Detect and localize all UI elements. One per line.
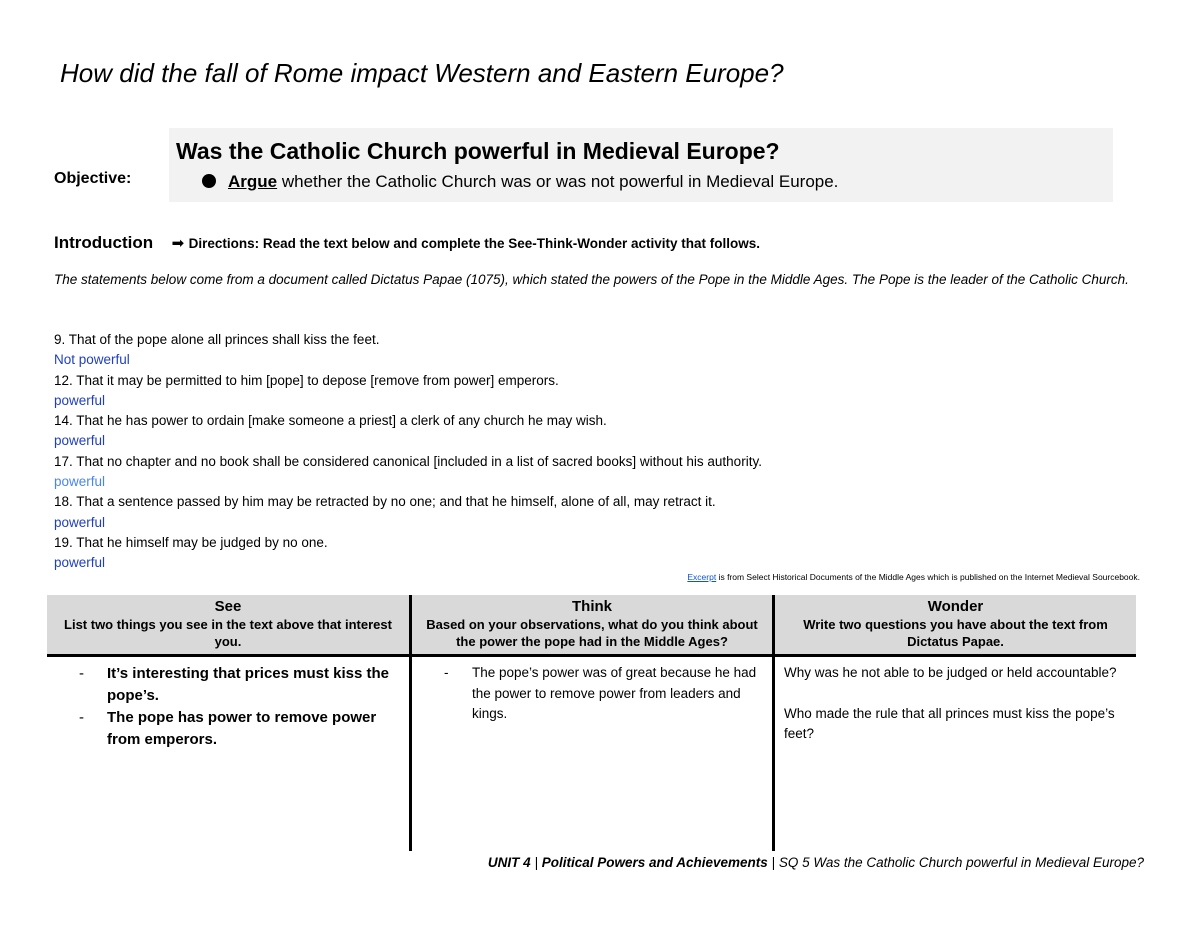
statement: 14. That he has power to ordain [make someone a priest] a clerk of any church he may wish. [54, 413, 607, 429]
statement: 9. That of the pope alone all princes shall kiss the feet. [54, 332, 380, 347]
introduction-heading-row [54, 233, 760, 253]
see-think-wonder-table [47, 595, 1136, 851]
statement-answer: powerful [54, 474, 106, 490]
citation-text: is from Select Historical Documents of the Middle Ages which is published on the Internet Medieval Sourcebook. [716, 572, 1140, 582]
think-header [412, 595, 772, 655]
introduction-context: The statements below come from a document called Dictatus Papae (1075), which stated the powers of the Pope in the Middle Ages. The Pope is the leader of the Catholic Church. [54, 272, 1129, 287]
see-response[interactable]: - The pope has power to remove power from emperors. [79, 707, 399, 751]
footer-topic: Political Powers and Achievements [541, 855, 768, 870]
statements-list [54, 330, 1154, 574]
wonder-header [775, 595, 1136, 655]
statement-answer: powerful [54, 555, 106, 571]
column-divider [772, 595, 775, 851]
statement: 19. That he himself may be judged by no one. [54, 534, 328, 550]
wonder-responses [775, 663, 1136, 745]
statement: 12. That it may be permitted to him [pope] to depose [remove from power] emperors. [54, 372, 559, 388]
wonder-title: Wonder [927, 598, 984, 615]
see-responses [47, 663, 409, 751]
statement: 18. That a sentence passed by him may be retracted by no one; and that he himself, alone of all, may retract it. [54, 494, 716, 510]
wonder-response[interactable]: Why was he not able to be judged or held accountable? [784, 665, 1117, 680]
column-divider [409, 595, 412, 851]
wonder-response[interactable]: Who made the rule that all princes must kiss the pope’s feet? [784, 705, 1115, 741]
introduction-heading: Introduction [54, 233, 154, 252]
page-footer [488, 855, 1144, 870]
footer-separator: | [767, 855, 779, 870]
think-column [412, 595, 772, 851]
statement-answer: powerful [54, 433, 106, 449]
supporting-question: Was the Catholic Church powerful in Medieval Europe? [176, 138, 780, 164]
main-question: How did the fall of Rome impact Western and Eastern Europe? [60, 58, 784, 88]
objective-bullet [202, 172, 838, 192]
statement-answer: Not powerful [54, 352, 130, 368]
directions: Directions: Read the text below and complete the See-Think-Wonder activity that follows. [188, 236, 760, 251]
see-header [47, 595, 409, 655]
wonder-column [775, 595, 1136, 851]
see-instructions: List two things you see in the text above that interest you. [64, 617, 392, 649]
footer-separator: | [530, 855, 542, 870]
arrow-icon: ➡ [171, 235, 185, 252]
statement-answer: powerful [54, 514, 106, 530]
statement-answer: powerful [54, 392, 106, 408]
objective-text: whether the Catholic Church was or was not powerful in Medieval Europe. [277, 172, 839, 191]
footer-sq: SQ 5 Was the Catholic Church powerful in Medieval Europe? [778, 855, 1144, 870]
wonder-instructions: Write two questions you have about the text from Dictatus Papae. [803, 617, 1108, 649]
source-citation [687, 572, 1140, 582]
objective-label: Objective: [54, 170, 132, 187]
see-title: See [214, 598, 242, 615]
think-response[interactable]: - The pope’s power was of great because he had the power to remove power from leaders and kings. [444, 663, 760, 725]
footer-unit: UNIT 4 [487, 855, 531, 870]
header-divider [47, 654, 1136, 657]
statement: 17. That no chapter and no book shall be considered canonical [included in a list of sacred books] without his authority. [54, 453, 762, 469]
think-responses [412, 663, 772, 725]
excerpt-link[interactable]: Excerpt [687, 572, 717, 582]
think-instructions: Based on your observations, what do you think about the power the pope had in the Middle Ages? [426, 617, 758, 649]
bullet-icon [202, 174, 216, 188]
see-column [47, 595, 409, 851]
think-title: Think [572, 598, 612, 615]
see-response[interactable]: - It’s interesting that prices must kiss the pope’s. [79, 663, 399, 707]
objective-keyword: Argue [228, 172, 278, 191]
